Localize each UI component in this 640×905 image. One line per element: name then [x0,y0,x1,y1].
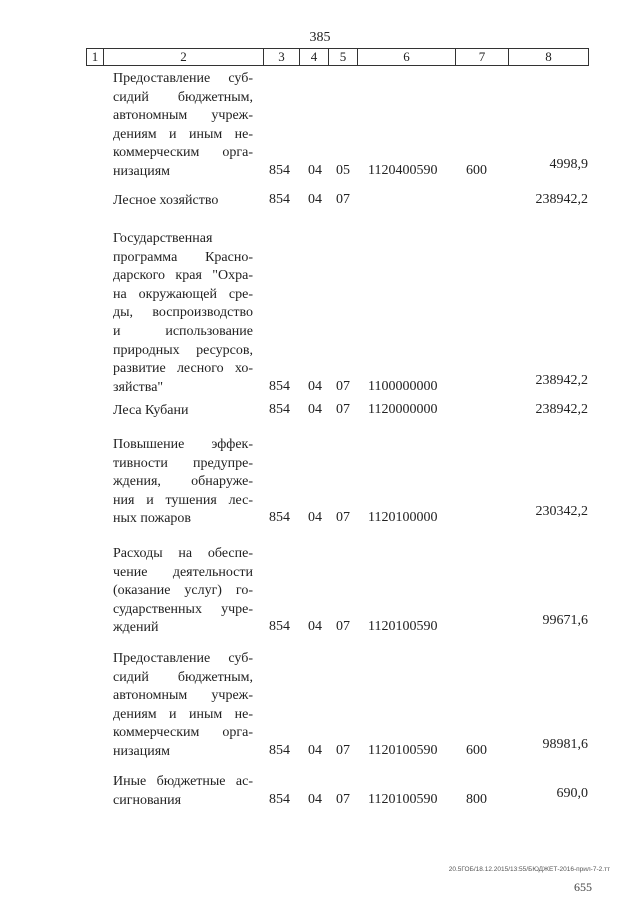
col-csr: 1100000000 [368,378,438,394]
description-line: ных пожаров [113,511,192,527]
description-line: развитие лесного хо- [113,361,253,377]
description-line: дениям и иным не- [113,706,253,722]
col-csr: 1120100590 [368,743,438,758]
description-line: Предоставление суб- [113,71,253,86]
description-line: коммерческим орга- [113,725,253,741]
description-line: автономным учреж- [113,108,253,124]
col-ved: 854 [269,791,290,807]
col-vr: 600 [466,163,487,178]
row-description [113,402,253,421]
description-line: и использование [113,323,253,339]
description-line: Государственная [113,231,213,246]
description-line: коммерческим орга- [113,145,253,161]
description-line: ждения, обнаруже- [113,474,253,490]
description-line: автономным учреж- [113,688,253,704]
col-pr: 05 [336,163,350,178]
description-line: Предоставление суб- [113,651,253,666]
description-line: Лесное хозяйство [113,193,219,208]
col-ved: 854 [269,192,290,207]
col-amount: 99671,6 [542,613,588,629]
col-amount: 238942,2 [535,192,588,207]
col-pr: 07 [336,619,350,635]
header-col-1: 1 [87,49,104,65]
row-description [113,192,253,211]
header-col-2: 2 [104,49,264,65]
row-description [113,650,253,762]
header-col-6: 6 [358,49,456,65]
col-rz: 04 [308,192,322,207]
col-rz: 04 [308,163,322,178]
col-rz: 04 [308,378,322,394]
description-line: (оказание услуг) го- [113,583,253,599]
description-line: ния и тушения лес- [113,492,253,508]
col-amount: 690,0 [556,785,588,801]
col-ved: 854 [269,378,290,394]
col-pr: 07 [336,510,350,526]
row-description [113,230,253,397]
page-number: 385 [309,30,331,45]
col-pr: 07 [336,378,350,394]
col-rz: 04 [308,743,322,758]
col-amount: 238942,2 [535,402,588,417]
col-amount: 238942,2 [535,372,588,388]
col-pr: 07 [336,402,350,417]
col-vr: 800 [466,791,487,807]
col-ved: 854 [269,510,290,526]
col-amount: 4998,9 [549,157,588,172]
col-ved: 854 [269,619,290,635]
row-description [113,70,253,182]
footer-page-number: 655 [574,880,592,894]
row-description [113,545,253,638]
col-ved: 854 [269,743,290,758]
col-csr: 1120000000 [368,402,438,417]
description-line: Леса Кубани [113,403,189,418]
col-amount: 230342,2 [535,504,588,520]
description-line: сударственных учре- [113,601,253,617]
description-line: дениям и иным не- [113,126,253,142]
description-line: Повышение эффек- [113,437,253,452]
row-description [113,436,253,529]
header-col-3: 3 [264,49,300,65]
description-line: зяйства" [113,379,164,395]
col-csr: 1120100590 [368,791,438,807]
description-line: Расходы на обеспе- [113,546,253,561]
description-line: природных ресурсов, [113,342,253,358]
col-ved: 854 [269,402,290,417]
col-csr: 1120100590 [368,619,438,635]
description-line: сидий бюджетным, [113,669,253,685]
footer-file-stamp: 20.5ГОБ/18.12.2015/13:55/БЮДЖЕТ-2016-прил-7-2.тт [448,866,610,873]
header-col-5: 5 [329,49,358,65]
col-pr: 07 [336,192,350,207]
description-line: Иные бюджетные ас- [113,774,253,789]
description-line: низациям [113,163,171,179]
col-pr: 07 [336,791,350,807]
col-csr: 1120100000 [368,510,438,526]
col-rz: 04 [308,402,322,417]
description-line: тивности предупре- [113,455,253,471]
description-line: сидий бюджетным, [113,89,253,105]
col-rz: 04 [308,619,322,635]
description-line: ды, воспроизводство [113,305,253,321]
description-line: чение деятельности [113,564,253,580]
description-line: низациям [113,743,171,759]
col-rz: 04 [308,791,322,807]
col-ved: 854 [269,163,290,178]
col-amount: 98981,6 [542,737,588,752]
description-line: на окружающей сре- [113,286,253,302]
header-col-4: 4 [300,49,329,65]
description-line: ждений [113,620,159,636]
col-pr: 07 [336,743,350,758]
table-header [86,48,589,66]
col-vr: 600 [466,743,487,758]
header-col-7: 7 [456,49,509,65]
col-csr: 1120400590 [368,163,438,178]
description-line: сигнования [113,792,182,808]
col-rz: 04 [308,510,322,526]
row-description [113,773,253,810]
description-line: программа Красно- [113,249,253,265]
header-col-8: 8 [545,49,552,64]
description-line: дарского края "Охра- [113,268,253,284]
